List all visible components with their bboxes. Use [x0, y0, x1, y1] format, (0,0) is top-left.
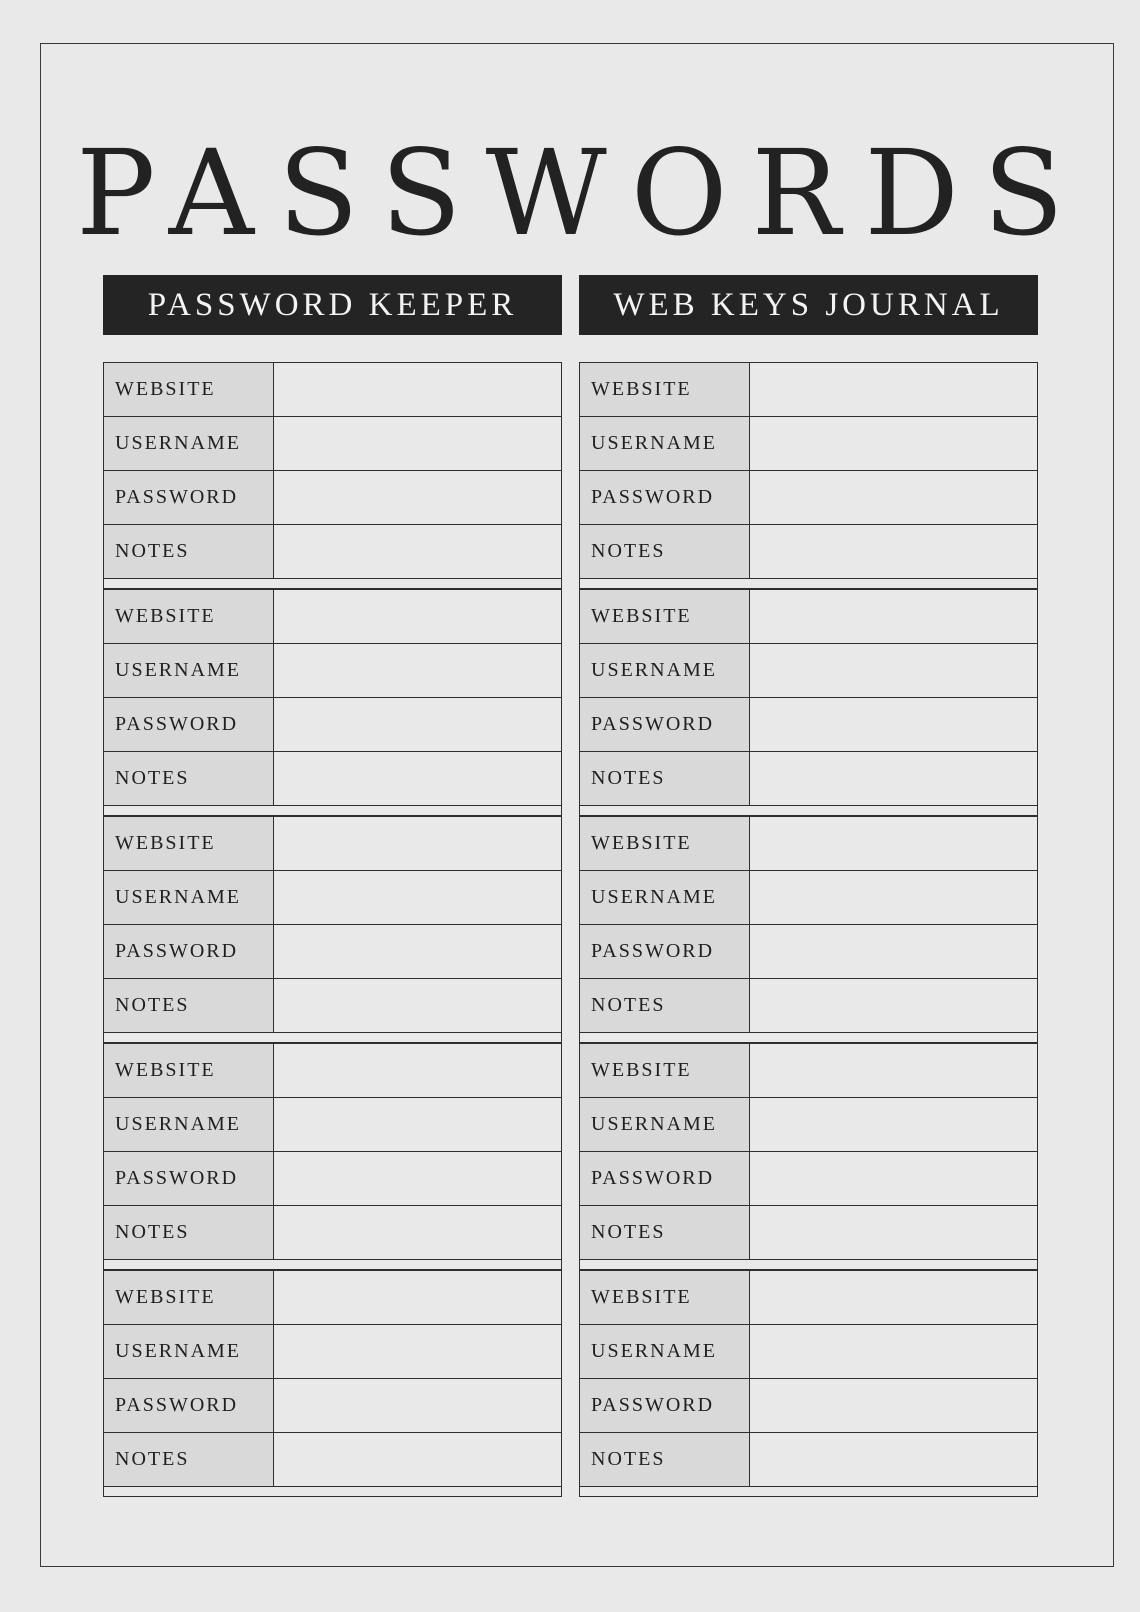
username-label: USERNAME: [104, 1325, 274, 1378]
password-row: [104, 1379, 561, 1433]
username-label: USERNAME: [104, 1098, 274, 1151]
website-row: [104, 363, 561, 417]
website-field[interactable]: [274, 1271, 561, 1324]
notes-label: NOTES: [580, 979, 750, 1032]
notes-field[interactable]: [750, 1206, 1037, 1259]
notes-label: NOTES: [580, 1206, 750, 1259]
web-keys-journal-column: [579, 362, 1038, 1497]
password-field[interactable]: [750, 1152, 1037, 1205]
page-title: PASSWORDS: [76, 124, 1088, 262]
password-row: [580, 1152, 1037, 1206]
website-field[interactable]: [274, 590, 561, 643]
notes-row: [104, 979, 561, 1033]
notes-row: [580, 1206, 1037, 1260]
password-field[interactable]: [750, 925, 1037, 978]
password-field[interactable]: [274, 698, 561, 751]
username-row: [104, 644, 561, 698]
entry-divider: [104, 1033, 561, 1043]
entry-divider: [104, 806, 561, 816]
notes-label: NOTES: [580, 525, 750, 578]
notes-label: NOTES: [104, 525, 274, 578]
notes-row: [580, 979, 1037, 1033]
username-field[interactable]: [750, 1098, 1037, 1151]
username-field[interactable]: [750, 871, 1037, 924]
username-label: USERNAME: [580, 417, 750, 470]
notes-field[interactable]: [750, 752, 1037, 805]
password-label: PASSWORD: [580, 698, 750, 751]
notes-label: NOTES: [104, 1433, 274, 1486]
right-entry-2: [579, 589, 1038, 816]
website-field[interactable]: [750, 817, 1037, 870]
username-field[interactable]: [274, 417, 561, 470]
website-row: [580, 1271, 1037, 1325]
entry-divider: [104, 1487, 561, 1497]
username-label: USERNAME: [580, 871, 750, 924]
username-row: [104, 417, 561, 471]
password-row: [104, 1152, 561, 1206]
password-field[interactable]: [274, 1379, 561, 1432]
web-keys-journal-header: WEB KEYS JOURNAL: [579, 275, 1038, 335]
password-label: PASSWORD: [580, 1379, 750, 1432]
left-entry-4: [103, 1043, 562, 1270]
username-label: USERNAME: [104, 644, 274, 697]
username-field[interactable]: [750, 644, 1037, 697]
username-label: USERNAME: [580, 1325, 750, 1378]
username-field[interactable]: [274, 1325, 561, 1378]
website-row: [580, 1044, 1037, 1098]
website-row: [580, 590, 1037, 644]
username-field[interactable]: [274, 644, 561, 697]
website-label: WEBSITE: [104, 363, 274, 416]
website-field[interactable]: [750, 590, 1037, 643]
password-field[interactable]: [750, 471, 1037, 524]
right-entry-1: [579, 362, 1038, 589]
website-label: WEBSITE: [104, 590, 274, 643]
username-label: USERNAME: [580, 644, 750, 697]
notes-field[interactable]: [274, 525, 561, 578]
username-row: [104, 1325, 561, 1379]
website-label: WEBSITE: [104, 817, 274, 870]
website-field[interactable]: [750, 1271, 1037, 1324]
password-row: [580, 698, 1037, 752]
password-field[interactable]: [750, 698, 1037, 751]
password-row: [580, 471, 1037, 525]
notes-row: [580, 1433, 1037, 1487]
website-field[interactable]: [750, 363, 1037, 416]
notes-field[interactable]: [750, 525, 1037, 578]
notes-label: NOTES: [580, 752, 750, 805]
username-label: USERNAME: [104, 417, 274, 470]
entry-divider: [580, 806, 1037, 816]
left-entry-5: [103, 1270, 562, 1497]
password-row: [104, 925, 561, 979]
website-row: [104, 590, 561, 644]
password-field[interactable]: [750, 1379, 1037, 1432]
password-field[interactable]: [274, 471, 561, 524]
website-label: WEBSITE: [580, 590, 750, 643]
entry-divider: [580, 579, 1037, 589]
username-row: [580, 644, 1037, 698]
website-label: WEBSITE: [580, 1271, 750, 1324]
website-field[interactable]: [274, 363, 561, 416]
notes-field[interactable]: [274, 1433, 561, 1486]
password-row: [580, 1379, 1037, 1433]
entry-divider: [580, 1033, 1037, 1043]
password-field[interactable]: [274, 925, 561, 978]
password-label: PASSWORD: [104, 1379, 274, 1432]
password-label: PASSWORD: [580, 925, 750, 978]
notes-row: [104, 752, 561, 806]
username-label: USERNAME: [104, 871, 274, 924]
username-row: [104, 1098, 561, 1152]
password-label: PASSWORD: [580, 471, 750, 524]
website-field[interactable]: [274, 817, 561, 870]
password-label: PASSWORD: [104, 1152, 274, 1205]
password-row: [580, 925, 1037, 979]
entry-divider: [104, 579, 561, 589]
notes-label: NOTES: [104, 1206, 274, 1259]
website-label: WEBSITE: [580, 1044, 750, 1097]
notes-field[interactable]: [274, 752, 561, 805]
right-entry-4: [579, 1043, 1038, 1270]
notes-row: [580, 752, 1037, 806]
password-keeper-column: [103, 362, 562, 1497]
website-row: [104, 1044, 561, 1098]
username-row: [580, 1325, 1037, 1379]
username-row: [580, 1098, 1037, 1152]
notes-label: NOTES: [104, 752, 274, 805]
notes-label: NOTES: [104, 979, 274, 1032]
notes-label: NOTES: [580, 1433, 750, 1486]
username-field[interactable]: [274, 871, 561, 924]
notes-row: [104, 1206, 561, 1260]
notes-field[interactable]: [274, 1206, 561, 1259]
entry-divider: [580, 1487, 1037, 1497]
password-keeper-header: PASSWORD KEEPER: [103, 275, 562, 335]
password-label: PASSWORD: [104, 925, 274, 978]
website-label: WEBSITE: [104, 1044, 274, 1097]
website-label: WEBSITE: [104, 1271, 274, 1324]
username-field[interactable]: [274, 1098, 561, 1151]
username-field[interactable]: [750, 1325, 1037, 1378]
right-entry-5: [579, 1270, 1038, 1497]
password-label: PASSWORD: [580, 1152, 750, 1205]
notes-row: [104, 525, 561, 579]
website-field[interactable]: [274, 1044, 561, 1097]
notes-field[interactable]: [750, 979, 1037, 1032]
left-entry-3: [103, 816, 562, 1043]
password-row: [104, 471, 561, 525]
notes-row: [104, 1433, 561, 1487]
entry-divider: [104, 1260, 561, 1270]
notes-row: [580, 525, 1037, 579]
website-label: WEBSITE: [580, 817, 750, 870]
left-entry-1: [103, 362, 562, 589]
website-field[interactable]: [750, 1044, 1037, 1097]
username-row: [580, 417, 1037, 471]
website-row: [104, 1271, 561, 1325]
notes-field[interactable]: [750, 1433, 1037, 1486]
left-entry-2: [103, 589, 562, 816]
password-field[interactable]: [274, 1152, 561, 1205]
username-row: [104, 871, 561, 925]
right-entry-3: [579, 816, 1038, 1043]
username-row: [580, 871, 1037, 925]
website-row: [104, 817, 561, 871]
password-label: PASSWORD: [104, 471, 274, 524]
website-row: [580, 817, 1037, 871]
website-row: [580, 363, 1037, 417]
notes-field[interactable]: [274, 979, 561, 1032]
username-field[interactable]: [750, 417, 1037, 470]
username-label: USERNAME: [580, 1098, 750, 1151]
password-label: PASSWORD: [104, 698, 274, 751]
entry-divider: [580, 1260, 1037, 1270]
password-row: [104, 698, 561, 752]
website-label: WEBSITE: [580, 363, 750, 416]
